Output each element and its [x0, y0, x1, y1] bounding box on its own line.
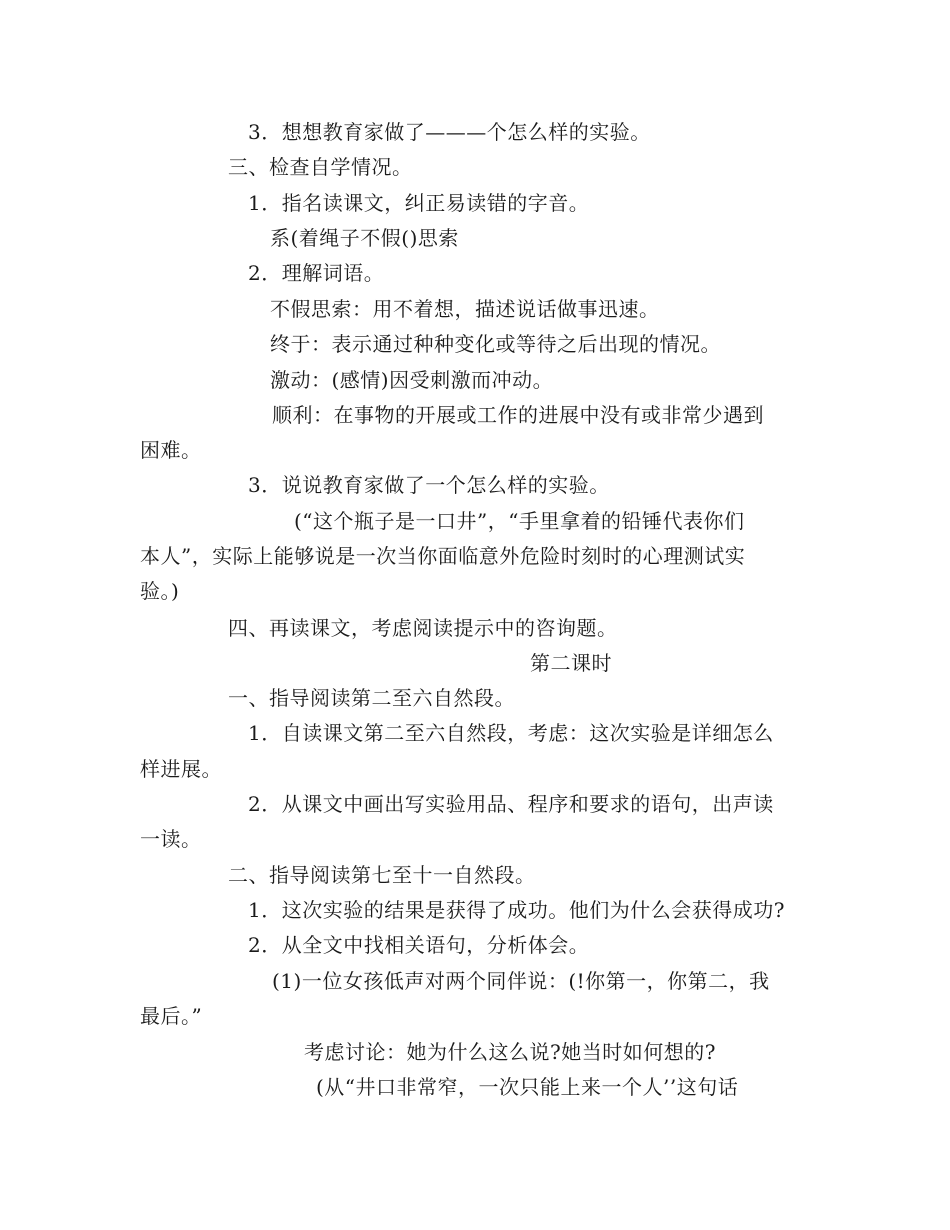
vocab-definition: 终于：表示通过种种变化或等待之后出现的情况。: [270, 332, 721, 356]
section-heading-guide-paragraphs-7-11: 二、指导阅读第七至十一自然段。: [228, 863, 536, 887]
section-heading-reread: 四、再读课文，考虑阅读提示中的咨询题。: [228, 616, 618, 640]
list-item-2-continued: 一读。: [140, 827, 202, 851]
vocab-definition: 激动：(感情)因受刺激而冲动。: [270, 368, 554, 392]
list-item-2-find-sentences: 2．从全文中找相关语句，分析体会。: [248, 933, 590, 957]
sub-item-1-continued: 最后。”: [140, 1004, 203, 1028]
list-item-1-experiment-result: 1．这次实验的结果是获得了成功。他们为什么会获得成功?: [248, 898, 785, 922]
section-heading-guide-paragraphs-2-6: 一、指导阅读第二至六自然段。: [228, 686, 515, 710]
answer-paragraph-continued: 本人”，实际上能够说是一次当你面临意外危险时刻时的心理测试实: [140, 544, 746, 568]
list-item-1-read-aloud: 1．指名读课文，纠正易读错的字音。: [248, 191, 590, 215]
answer-paragraph-continued: 验。): [140, 579, 180, 603]
vocab-definition: 不假思索：用不着想，描述说话做事迅速。: [270, 297, 660, 321]
vocab-definition: 顺利：在事物的开展或工作的进展中没有或非常少遇到: [272, 403, 764, 427]
vocab-definition-continued: 困难。: [140, 438, 202, 462]
discussion-prompt: 考虑讨论：她为什么这么说?她当时如何想的?: [304, 1040, 716, 1064]
pronunciation-words: 系(着绳子不假()思索: [270, 226, 459, 250]
lesson-title-second-period: 第二课时: [530, 651, 612, 675]
list-item-1-self-read: 1．自读课文第二至六自然段，考虑：这次实验是详细怎么: [248, 721, 774, 745]
list-item-3-describe-experiment: 3．说说教育家做了一个怎么样的实验。: [248, 473, 610, 497]
list-item-3-think-experiment: 3．想想教育家做了———个怎么样的实验。: [248, 120, 651, 144]
discussion-answer: (从“井口非常窄，一次只能上来一个人’’这句话: [316, 1075, 739, 1099]
section-heading-check-self-study: 三、检查自学情况。: [228, 155, 413, 179]
sub-item-1-girl-quote: (1)一位女孩低声对两个同伴说：(!你第一，你第二，我: [272, 969, 770, 993]
list-item-2-mark-sentences: 2．从课文中画出写实验用品、程序和要求的语句，出声读: [248, 792, 774, 816]
list-item-1-continued: 样进展。: [140, 757, 222, 781]
answer-paragraph: (“这个瓶子是一口井”，“手里拿着的铅锤代表你们: [294, 509, 745, 533]
list-item-2-understand-words: 2．理解词语。: [248, 261, 385, 285]
